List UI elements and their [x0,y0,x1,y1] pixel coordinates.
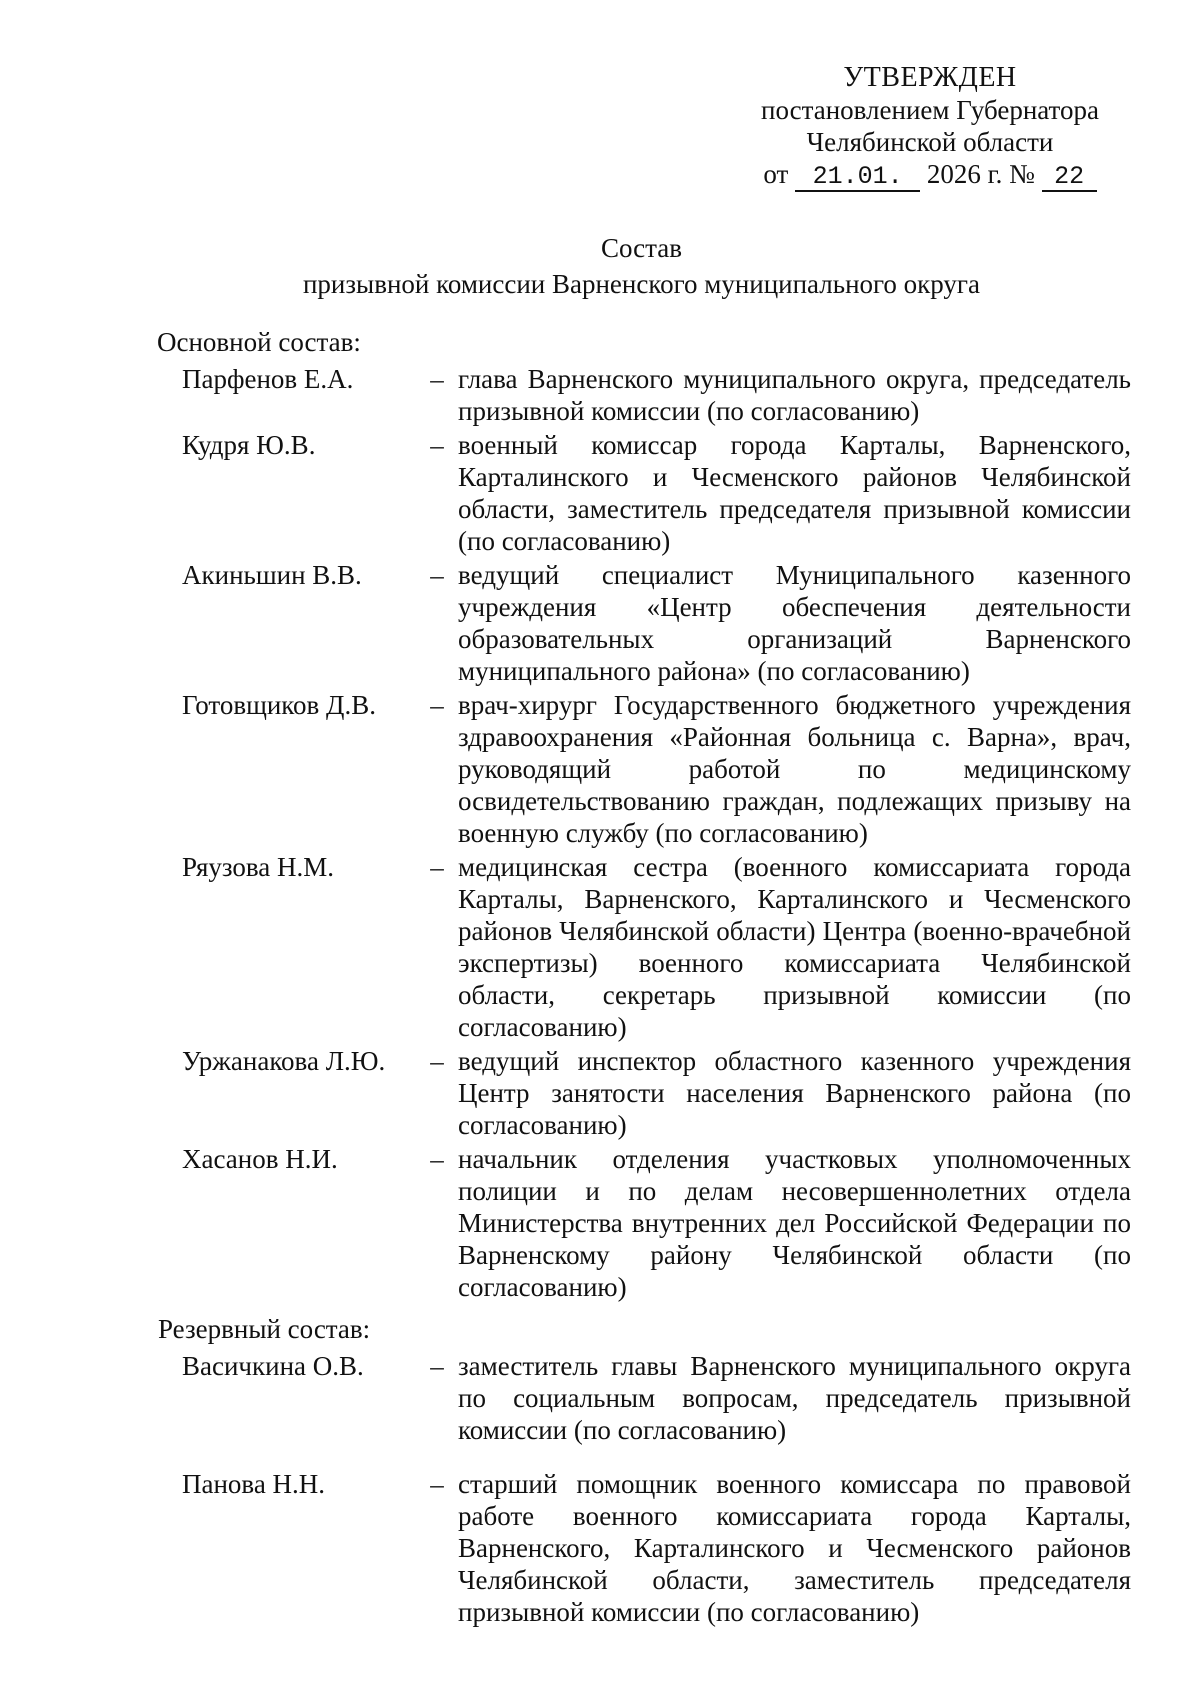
number-value: 22 [1042,164,1097,192]
approval-title: УТВЕРЖДЕН [843,62,1017,93]
approval-stamp [745,62,1115,192]
member-name: Васичкина О.В. [182,1351,364,1381]
approval-date-line [745,158,1115,192]
commission-list [157,326,1131,1630]
document-title [0,230,1200,302]
reserve-section-label: Резервный состав: [158,1314,371,1344]
section-spacer [171,1305,1131,1313]
title-line-2: призывной комиссии Варненского муниципального округа [302,269,980,299]
member-dash: – [430,560,444,590]
member-name: Парфенов Е.А. [182,364,354,394]
approval-line-2: Челябинской области [806,127,1054,157]
main-section-label: Основной состав: [157,327,361,357]
member-description: ведущий инспектор областного казенного учреждения Центр занятости населения Варненского района (по согласованию) [458,1046,1131,1140]
member-dash: – [430,852,444,882]
member-dash: – [430,690,444,720]
member-name: Ряузова Н.М. [182,852,335,882]
member-name: Уржанакова Л.Ю. [182,1046,386,1076]
member-description: медицинская сестра (военного комиссариата города Карталы, Варненского, Карталинского и Чесменского районов Челябинской области) Центра (военно-врачебной экспертизы) военного комиссариата Челябинской области, секретарь призывной комиссии (по согласованию) [458,852,1131,1042]
member-description: врач-хирург Государственного бюджетного учреждения здравоохранения «Районная больница с. Варна», врач, руководящий работой по медицинскому освидетельствованию граждан, подлежащих призыву на военную службу (по согласованию) [458,690,1131,848]
member-name: Кудря Ю.В. [182,430,316,460]
member-dash: – [430,1046,444,1076]
approval-line-1: постановлением Губернатора [761,95,1099,125]
member-description: старший помощник военного комиссара по правовой работе военного комиссариата города Карталы, Варненского, Карталинского и Чесменского районов Челябинской области, заместитель председателя призывной комиссии (по согласованию) [458,1469,1131,1627]
member-dash: – [430,1351,444,1381]
title-line-1: Состав [600,233,683,263]
member-description: заместитель главы Варненского муниципального округа по социальным вопросам, председатель призывной комиссии (по согласованию) [458,1351,1131,1445]
date-prefix: от [763,159,789,189]
member-row [171,1143,1131,1303]
member-description: ведущий специалист Муниципального казенного учреждения «Центр обеспечения деятельности образовательных организаций Варненского муниципального района» (по согласованию) [458,560,1131,686]
member-row [171,689,1131,849]
member-row [171,363,1131,427]
member-row [171,1045,1131,1141]
member-dash: – [430,430,444,460]
member-dash: – [430,364,444,394]
member-row [171,559,1131,687]
member-name: Хасанов Н.И. [182,1144,338,1174]
member-name: Акиньшин В.В. [182,560,362,590]
member-description: военный комиссар города Карталы, Варненского, Карталинского и Чесменского районов Челябинской области, заместитель председателя призывной комиссии (по согласованию) [458,430,1131,556]
member-row [171,851,1131,1043]
member-row [171,429,1131,557]
date-value: 21.01. [795,164,920,192]
year-suffix: 2026 г. № [926,159,1035,189]
member-row [171,1350,1131,1446]
member-description: глава Варненского муниципального округа, председатель призывной комиссии (по согласованию) [458,364,1131,426]
member-description: начальник отделения участковых уполномоченных полиции и по делам несовершеннолетних отдела Министерства внутренних дел Российской Федерации по Варненскому району Челябинской области (по согласованию) [458,1144,1131,1302]
member-dash: – [430,1144,444,1174]
member-row [171,1468,1131,1628]
member-name: Панова Н.Н. [182,1469,326,1499]
member-dash: – [430,1469,444,1499]
member-name: Готовщиков Д.В. [182,690,376,720]
